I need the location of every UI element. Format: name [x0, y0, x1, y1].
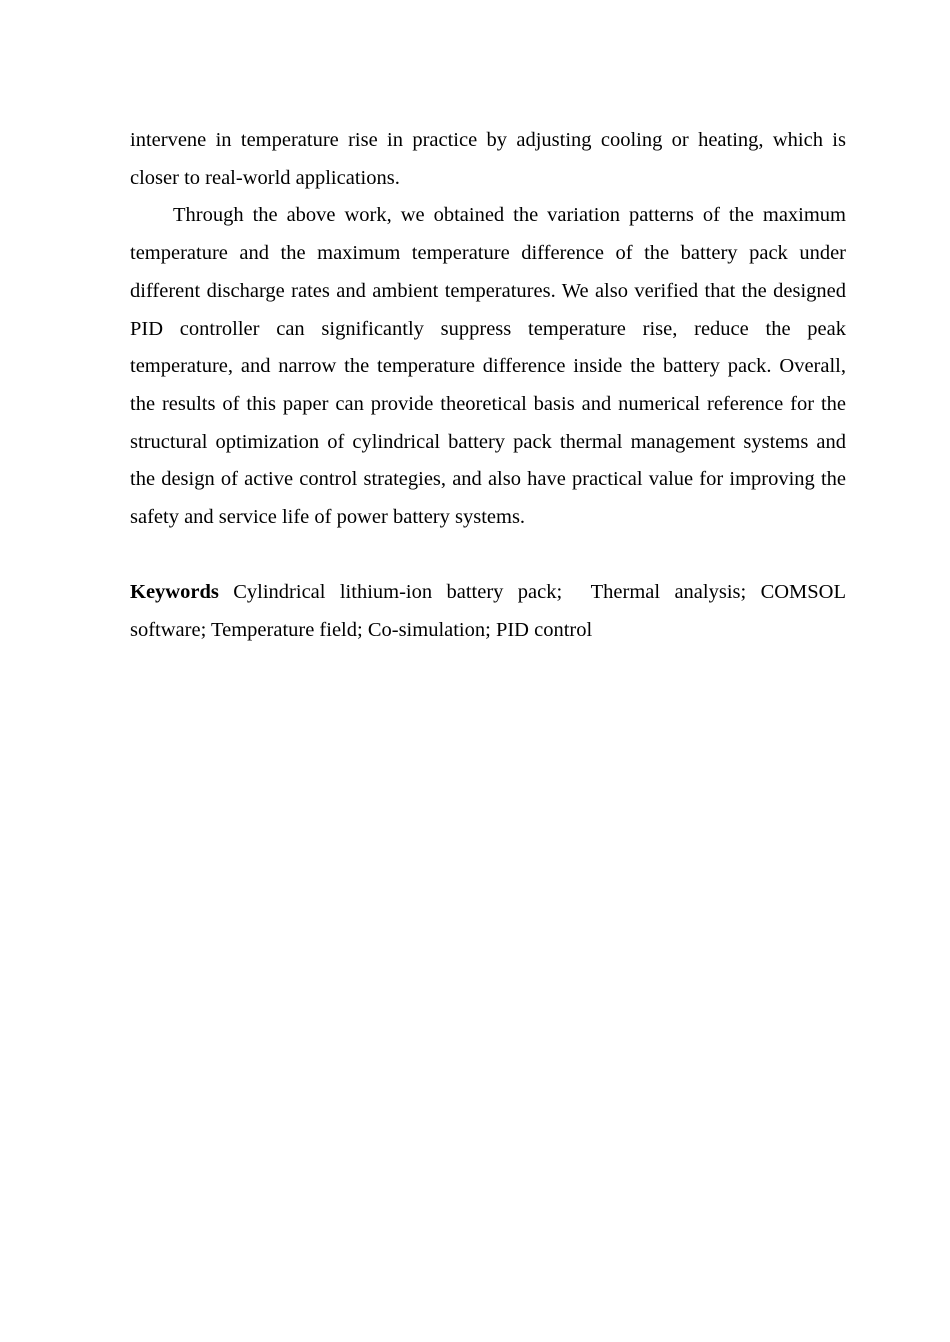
paragraph-summary: Through the above work, we obtained the variation patterns of the maximum temperature and the maximum temperature difference of the battery pack under different discharge rates and ambient temperatures. We also verified that the designed PID controller can significantly suppress temperature rise, reduce the peak temperature, and narrow the temperature difference inside the battery pack. Overall, the results of this paper can provide theoretical basis and numerical reference for the structural optimization of cylindrical battery pack thermal management systems and the design of active control strategies, and also have practical value for improving the safety and service life of power battery systems.: [130, 204, 846, 529]
paragraph-continuation: intervene in temperature rise in practice by adjusting cooling or heating, which is closer to real-world applications.: [130, 129, 846, 189]
document-page: [130, 122, 846, 650]
keywords-text: Cylindrical lithium-ion battery pack; Thermal analysis; COMSOL software; Temperature field; Co-simulation; PID control: [130, 581, 847, 642]
keywords-label: Keywords: [130, 581, 219, 604]
keywords-line: [130, 574, 846, 649]
